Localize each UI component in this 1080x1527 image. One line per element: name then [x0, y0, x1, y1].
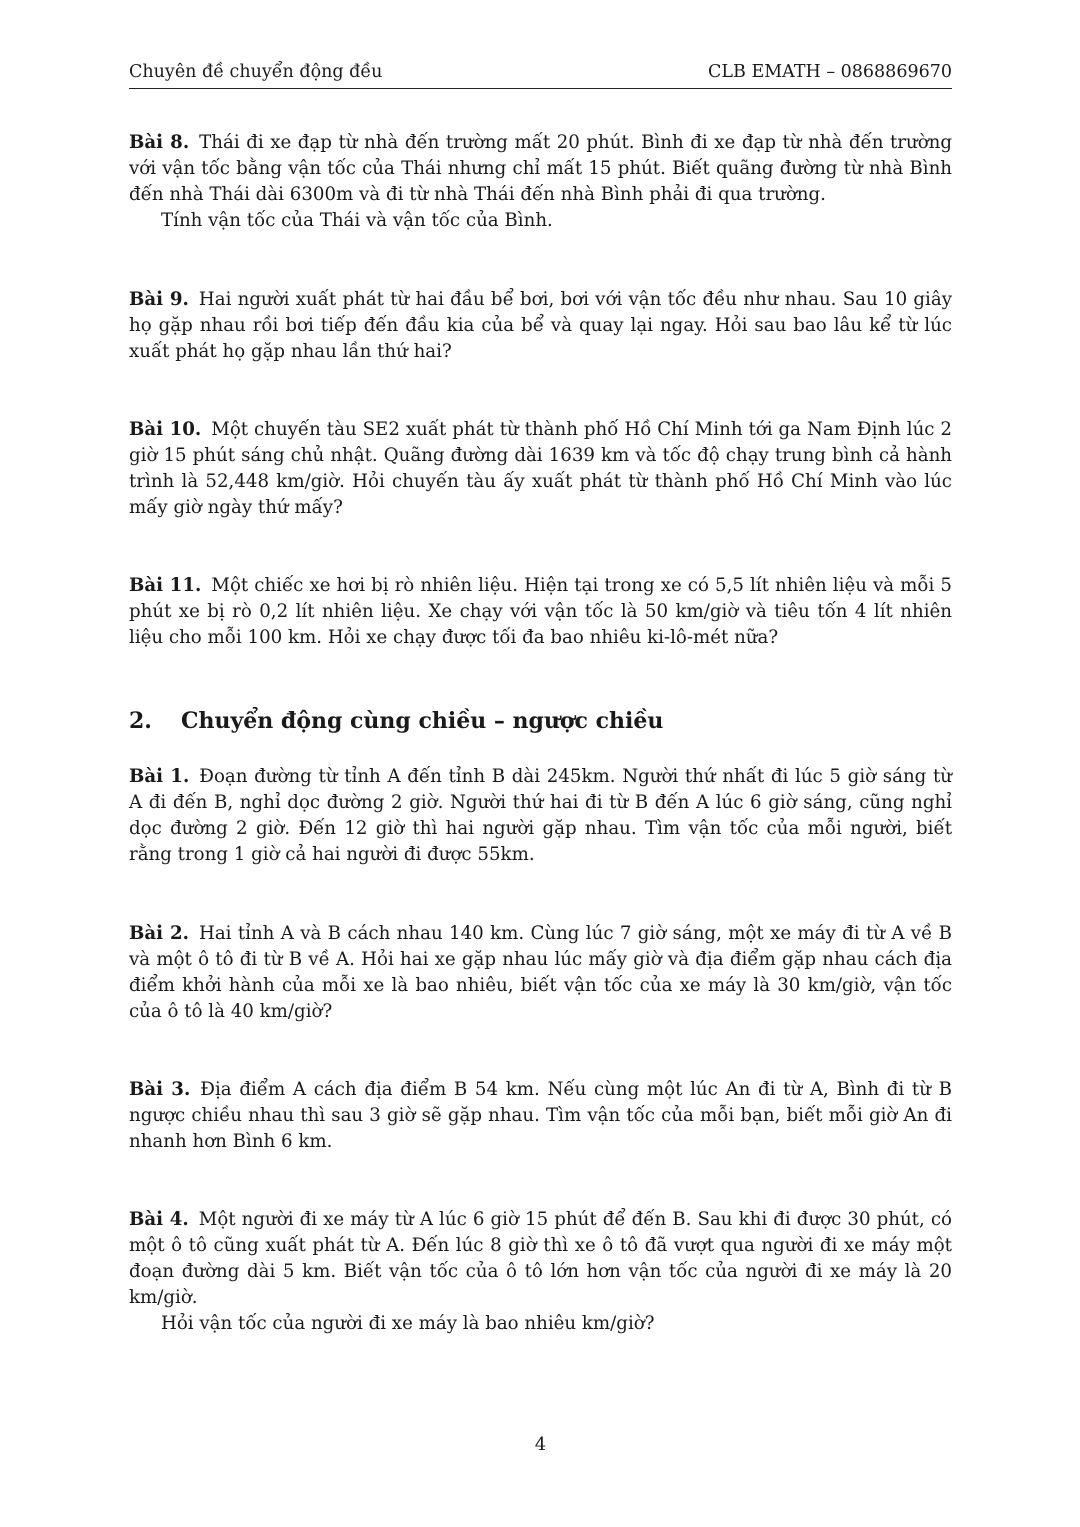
problem-label: Bài 3.	[129, 1079, 191, 1100]
problem-question: Tính vận tốc của Thái và vận tốc của Bình.	[161, 210, 553, 231]
problem-text: Hai tỉnh A và B cách nhau 140 km. Cùng lúc 7 giờ sáng, một xe máy đi từ A về B và một ô tô đi từ B về A. Hỏi hai xe gặp nhau lúc mấy giờ và địa điểm gặp nhau cách địa điểm khởi hành của mỗi xe là bao nhiêu, biết vận tốc của xe máy là 30 km/giờ, vận tốc của ô tô là 40 km/giờ?	[129, 923, 952, 1022]
problem-11	[129, 573, 952, 651]
document-page	[129, 0, 952, 1527]
problem-10	[129, 417, 952, 521]
problem-label: Bài 4.	[129, 1209, 189, 1230]
problem-text: Địa điểm A cách địa điểm B 54 km. Nếu cùng một lúc An đi từ A, Bình đi từ B ngược chiều nhau thì sau 3 giờ sẽ gặp nhau. Tìm vận tốc của mỗi bạn, biết mỗi giờ An đi nhanh hơn Bình 6 km.	[129, 1079, 952, 1152]
problem-4	[129, 1207, 952, 1337]
problem-label: Bài 1.	[129, 766, 190, 787]
section-number: 2.	[129, 708, 152, 734]
problem-text: Hai người xuất phát từ hai đầu bể bơi, bơi với vận tốc đều như nhau. Sau 10 giây họ gặp nhau rồi bơi tiếp đến đầu kia của bể và quay lại ngay. Hỏi sau bao lâu kể từ lúc xuất phát họ gặp nhau lần thứ hai?	[129, 289, 952, 362]
problem-text: Một người đi xe máy từ A lúc 6 giờ 15 phút để đến B. Sau khi đi được 30 phút, có một ô tô cũng xuất phát từ A. Đến lúc 8 giờ thì xe ô tô đã vượt qua người đi xe máy một đoạn đường dài 5 km. Biết vận tốc của ô tô lớn hơn vận tốc của người đi xe máy là 20 km/giờ.	[129, 1209, 953, 1308]
section-title: Chuyển động cùng chiều – ngược chiều	[181, 708, 664, 734]
page-number: 4	[534, 1434, 547, 1455]
problem-label: Bài 11.	[129, 575, 202, 596]
problem-text: Một chiếc xe hơi bị rò nhiên liệu. Hiện tại trong xe có 5,5 lít nhiên liệu và mỗi 5 phút xe bị rò 0,2 lít nhiên liệu. Xe chạy với vận tốc là 50 km/giờ và tiêu tốn 4 lít nhiên liệu cho mỗi 100 km. Hỏi xe chạy được tối đa bao nhiêu ki-lô-mét nữa?	[129, 575, 952, 648]
problem-text: Đoạn đường từ tỉnh A đến tỉnh B dài 245km. Người thứ nhất đi lúc 5 giờ sáng từ A đi đến B, nghỉ dọc đường 2 giờ. Người thứ hai đi từ B đến A lúc 6 giờ sáng, cũng nghỉ dọc đường 2 giờ. Đến 12 giờ thì hai người gặp nhau. Tìm vận tốc của mỗi người, biết rằng trong 1 giờ cả hai người đi được 55km.	[129, 766, 953, 865]
page-header	[129, 62, 952, 89]
problem-9	[129, 287, 952, 365]
problem-text: Thái đi xe đạp từ nhà đến trường mất 20 phút. Bình đi xe đạp từ nhà đến trường với vận tốc bằng vận tốc của Thái nhưng chỉ mất 15 phút. Biết quãng đường từ nhà Bình đến nhà Thái dài 6300m và đi từ nhà Thái đến nhà Bình phải đi qua trường.	[129, 132, 952, 205]
problem-3	[129, 1077, 952, 1155]
header-title: Chuyên đề chuyển động đều	[129, 62, 383, 82]
section-heading	[129, 708, 663, 734]
problem-text: Một chuyến tàu SE2 xuất phát từ thành phố Hồ Chí Minh tới ga Nam Định lúc 2 giờ 15 phút sáng chủ nhật. Quãng đường dài 1639 km và tốc độ chạy trung bình cả hành trình là 52,448 km/giờ. Hỏi chuyến tàu ấy xuất phát từ thành phố Hồ Chí Minh vào lúc mấy giờ ngày thứ mấy?	[129, 419, 953, 518]
problem-label: Bài 10.	[129, 419, 202, 440]
problem-1	[129, 764, 952, 868]
problem-label: Bài 9.	[129, 289, 189, 310]
problem-8	[129, 130, 952, 234]
problem-2	[129, 921, 952, 1025]
header-contact: CLB EMATH – 0868869670	[708, 62, 952, 82]
problem-label: Bài 2.	[129, 923, 189, 944]
problem-label: Bài 8.	[129, 132, 190, 153]
problem-question: Hỏi vận tốc của người đi xe máy là bao nhiêu km/giờ?	[161, 1313, 655, 1334]
